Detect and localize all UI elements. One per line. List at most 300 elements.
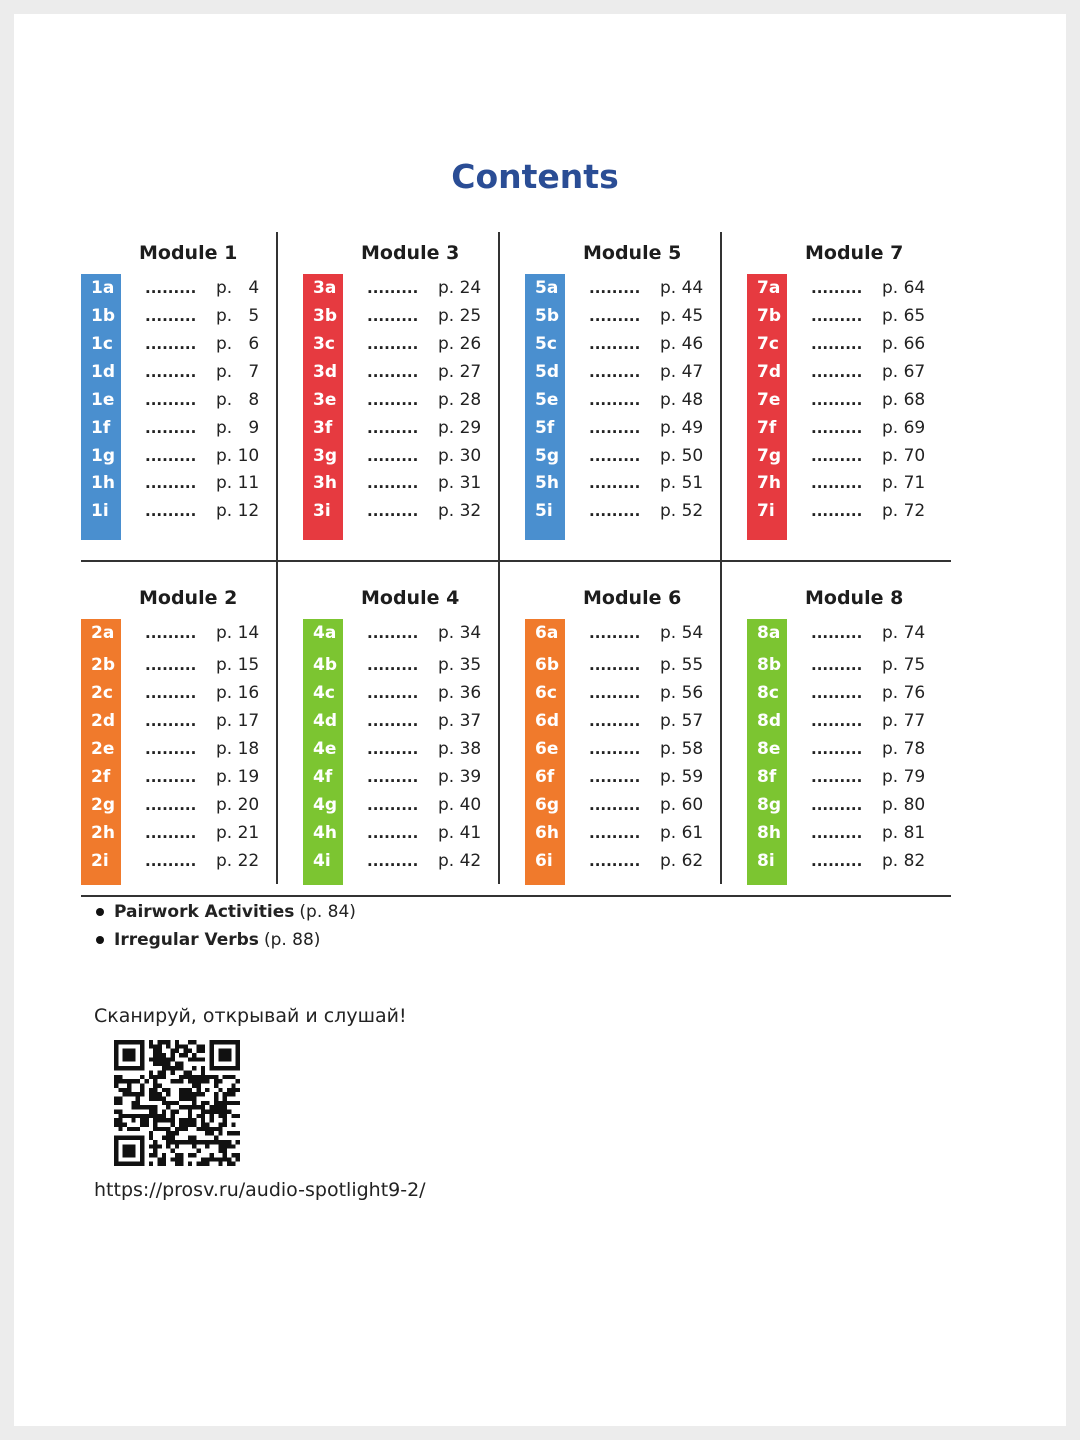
contents-row[interactable] bbox=[303, 358, 521, 386]
contents-row[interactable] bbox=[525, 414, 743, 442]
page-number: p. 80 bbox=[882, 795, 926, 815]
page-number: p. 45 bbox=[660, 306, 704, 326]
page-number: p. 51 bbox=[660, 473, 704, 493]
lesson-code: 6i bbox=[535, 851, 553, 871]
contents-row[interactable] bbox=[303, 330, 521, 358]
contents-row[interactable] bbox=[303, 442, 521, 470]
page-number: p. 25 bbox=[438, 306, 482, 326]
lesson-code: 6b bbox=[535, 655, 559, 675]
dot-leader: ......... bbox=[811, 824, 863, 842]
contents-row[interactable] bbox=[525, 619, 743, 647]
lesson-code: 6e bbox=[535, 739, 559, 759]
lesson-code: 2h bbox=[91, 823, 115, 843]
contents-row[interactable] bbox=[81, 497, 299, 525]
dot-leader: ......... bbox=[811, 391, 863, 409]
lesson-code: 8b bbox=[757, 655, 781, 675]
contents-row[interactable] bbox=[525, 469, 743, 497]
lesson-code: 5a bbox=[535, 278, 559, 298]
page-number: p. 75 bbox=[882, 655, 926, 675]
dot-leader: ......... bbox=[367, 391, 419, 409]
lesson-code: 1b bbox=[91, 306, 115, 326]
dot-leader: ......... bbox=[811, 363, 863, 381]
contents-row[interactable] bbox=[525, 707, 743, 735]
dot-leader: ......... bbox=[367, 279, 419, 297]
page-number: p. 34 bbox=[438, 623, 482, 643]
dot-leader: ......... bbox=[589, 684, 641, 702]
lesson-code: 7c bbox=[757, 334, 779, 354]
lesson-code: 8g bbox=[757, 795, 781, 815]
lesson-code: 3f bbox=[313, 418, 333, 438]
dot-leader: ......... bbox=[145, 391, 197, 409]
lesson-code: 3h bbox=[313, 473, 337, 493]
page-number: p. 12 bbox=[216, 501, 260, 521]
page-number: p. 37 bbox=[438, 711, 482, 731]
module-block bbox=[303, 232, 521, 552]
dot-leader: ......... bbox=[811, 768, 863, 786]
page-number: p. 39 bbox=[438, 767, 482, 787]
module-title: Module 7 bbox=[805, 242, 904, 264]
page-number: p. 11 bbox=[216, 473, 260, 493]
dot-leader: ......... bbox=[811, 307, 863, 325]
lesson-code: 2a bbox=[91, 623, 115, 643]
dot-leader: ......... bbox=[589, 447, 641, 465]
page-number: p. 40 bbox=[438, 795, 482, 815]
lesson-code: 1a bbox=[91, 278, 115, 298]
contents-row[interactable] bbox=[747, 497, 965, 525]
lesson-code: 1c bbox=[91, 334, 113, 354]
page-number: p. 38 bbox=[438, 739, 482, 759]
contents-row[interactable] bbox=[747, 707, 965, 735]
module-block bbox=[525, 232, 743, 552]
module-block bbox=[747, 232, 965, 552]
dot-leader: ......... bbox=[367, 624, 419, 642]
contents-row[interactable] bbox=[747, 763, 965, 791]
contents-row[interactable] bbox=[303, 763, 521, 791]
contents-row[interactable] bbox=[81, 791, 299, 819]
page-number: p. 15 bbox=[216, 655, 260, 675]
dot-leader: ......... bbox=[145, 502, 197, 520]
bullet-icon bbox=[96, 936, 104, 944]
contents-row[interactable] bbox=[303, 735, 521, 763]
dot-leader: ......... bbox=[145, 363, 197, 381]
dot-leader: ......... bbox=[145, 307, 197, 325]
contents-row[interactable] bbox=[81, 442, 299, 470]
contents-row[interactable] bbox=[747, 442, 965, 470]
contents-row[interactable] bbox=[525, 679, 743, 707]
contents-row[interactable] bbox=[303, 707, 521, 735]
dot-leader: ......... bbox=[589, 419, 641, 437]
page-number: p. 55 bbox=[660, 655, 704, 675]
contents-row[interactable] bbox=[81, 735, 299, 763]
contents-row[interactable] bbox=[525, 819, 743, 847]
contents-row[interactable] bbox=[81, 302, 299, 330]
lesson-code: 2f bbox=[91, 767, 111, 787]
contents-row[interactable] bbox=[747, 469, 965, 497]
contents-row[interactable] bbox=[81, 651, 299, 679]
page-number: p. 14 bbox=[216, 623, 260, 643]
page-number: p. 68 bbox=[882, 390, 926, 410]
qr-code-icon[interactable] bbox=[114, 1040, 240, 1166]
page-number: p. 71 bbox=[882, 473, 926, 493]
page-number: p. 6 bbox=[216, 334, 260, 354]
module-block bbox=[81, 232, 299, 552]
page-number: p. 61 bbox=[660, 823, 704, 843]
divider bbox=[81, 560, 951, 562]
page-number: p. 44 bbox=[660, 278, 704, 298]
lesson-code: 6a bbox=[535, 623, 559, 643]
dot-leader: ......... bbox=[145, 852, 197, 870]
lesson-code: 4g bbox=[313, 795, 337, 815]
contents-row[interactable] bbox=[81, 619, 299, 647]
contents-row[interactable] bbox=[303, 497, 521, 525]
dot-leader: ......... bbox=[811, 740, 863, 758]
contents-row[interactable] bbox=[81, 330, 299, 358]
extra-label: Irregular Verbs bbox=[114, 930, 259, 950]
page-number: p. 78 bbox=[882, 739, 926, 759]
extra-item[interactable] bbox=[96, 926, 356, 954]
page-number: p. 64 bbox=[882, 278, 926, 298]
lesson-code: 4c bbox=[313, 683, 335, 703]
dot-leader: ......... bbox=[589, 474, 641, 492]
contents-row[interactable] bbox=[525, 651, 743, 679]
lesson-code: 5i bbox=[535, 501, 553, 521]
page-number: p. 65 bbox=[882, 306, 926, 326]
contents-row[interactable] bbox=[525, 497, 743, 525]
module-title: Module 4 bbox=[361, 587, 460, 609]
lesson-code: 4a bbox=[313, 623, 337, 643]
dot-leader: ......... bbox=[367, 474, 419, 492]
contents-row[interactable] bbox=[303, 274, 521, 302]
page-number: p. 76 bbox=[882, 683, 926, 703]
contents-page bbox=[14, 14, 1066, 1426]
page-number: p. 19 bbox=[216, 767, 260, 787]
dot-leader: ......... bbox=[589, 363, 641, 381]
contents-row[interactable] bbox=[81, 274, 299, 302]
contents-row[interactable] bbox=[747, 679, 965, 707]
lesson-code: 2b bbox=[91, 655, 115, 675]
contents-row[interactable] bbox=[303, 619, 521, 647]
contents-row[interactable] bbox=[303, 847, 521, 875]
page-number: p. 36 bbox=[438, 683, 482, 703]
contents-row[interactable] bbox=[747, 651, 965, 679]
contents-row[interactable] bbox=[747, 819, 965, 847]
lesson-code: 5c bbox=[535, 334, 557, 354]
lesson-code: 3i bbox=[313, 501, 331, 521]
page-number: p. 22 bbox=[216, 851, 260, 871]
lesson-code: 5g bbox=[535, 446, 559, 466]
page-number: p. 9 bbox=[216, 418, 260, 438]
page-title: Contents bbox=[451, 157, 619, 196]
scan-instruction: Сканируй, открывай и слушай! bbox=[94, 1005, 407, 1027]
dot-leader: ......... bbox=[811, 474, 863, 492]
contents-row[interactable] bbox=[81, 819, 299, 847]
contents-row[interactable] bbox=[747, 619, 965, 647]
contents-row[interactable] bbox=[81, 358, 299, 386]
lesson-code: 7a bbox=[757, 278, 781, 298]
contents-row[interactable] bbox=[747, 847, 965, 875]
contents-row[interactable] bbox=[747, 358, 965, 386]
lesson-code: 3b bbox=[313, 306, 337, 326]
dot-leader: ......... bbox=[367, 768, 419, 786]
dot-leader: ......... bbox=[589, 824, 641, 842]
dot-leader: ......... bbox=[367, 740, 419, 758]
page-number: p. 46 bbox=[660, 334, 704, 354]
page-number: p. 50 bbox=[660, 446, 704, 466]
page-number: p. 77 bbox=[882, 711, 926, 731]
contents-row[interactable] bbox=[303, 651, 521, 679]
lesson-code: 2c bbox=[91, 683, 113, 703]
page-number: p. 70 bbox=[882, 446, 926, 466]
dot-leader: ......... bbox=[811, 502, 863, 520]
module-title: Module 3 bbox=[361, 242, 460, 264]
contents-row[interactable] bbox=[747, 791, 965, 819]
lesson-code: 3e bbox=[313, 390, 337, 410]
page-number: p. 82 bbox=[882, 851, 926, 871]
page-number: p. 72 bbox=[882, 501, 926, 521]
dot-leader: ......... bbox=[589, 502, 641, 520]
page-number: p. 21 bbox=[216, 823, 260, 843]
dot-leader: ......... bbox=[811, 419, 863, 437]
contents-row[interactable] bbox=[81, 763, 299, 791]
dot-leader: ......... bbox=[145, 474, 197, 492]
lesson-code: 4i bbox=[313, 851, 331, 871]
contents-row[interactable] bbox=[81, 469, 299, 497]
page-number: p. 66 bbox=[882, 334, 926, 354]
page-number: p. 4 bbox=[216, 278, 260, 298]
lesson-code: 6f bbox=[535, 767, 555, 787]
contents-row[interactable] bbox=[81, 386, 299, 414]
page-number: p. 26 bbox=[438, 334, 482, 354]
lesson-code: 4b bbox=[313, 655, 337, 675]
page-number: p. 62 bbox=[660, 851, 704, 871]
contents-row[interactable] bbox=[81, 679, 299, 707]
page-number: p. 60 bbox=[660, 795, 704, 815]
lesson-code: 2e bbox=[91, 739, 115, 759]
contents-row[interactable] bbox=[747, 330, 965, 358]
dot-leader: ......... bbox=[811, 852, 863, 870]
bullet-icon bbox=[96, 908, 104, 916]
dot-leader: ......... bbox=[811, 796, 863, 814]
page-number: p. 81 bbox=[882, 823, 926, 843]
lesson-code: 3g bbox=[313, 446, 337, 466]
dot-leader: ......... bbox=[367, 712, 419, 730]
dot-leader: ......... bbox=[367, 419, 419, 437]
page-number: p. 52 bbox=[660, 501, 704, 521]
page-number: p. 57 bbox=[660, 711, 704, 731]
dot-leader: ......... bbox=[367, 335, 419, 353]
lesson-code: 7g bbox=[757, 446, 781, 466]
lesson-code: 8i bbox=[757, 851, 775, 871]
lesson-code: 6h bbox=[535, 823, 559, 843]
dot-leader: ......... bbox=[145, 624, 197, 642]
lesson-code: 5f bbox=[535, 418, 555, 438]
contents-row[interactable] bbox=[525, 386, 743, 414]
page-number: p. 54 bbox=[660, 623, 704, 643]
page-number: p. 27 bbox=[438, 362, 482, 382]
contents-row[interactable] bbox=[81, 847, 299, 875]
lesson-code: 7b bbox=[757, 306, 781, 326]
contents-row[interactable] bbox=[303, 791, 521, 819]
dot-leader: ......... bbox=[367, 447, 419, 465]
page-number: p. 74 bbox=[882, 623, 926, 643]
audio-url-link[interactable]: https://prosv.ru/audio-spotlight9-2/ bbox=[94, 1179, 426, 1201]
contents-row[interactable] bbox=[81, 707, 299, 735]
contents-row[interactable] bbox=[525, 763, 743, 791]
dot-leader: ......... bbox=[367, 824, 419, 842]
lesson-code: 7d bbox=[757, 362, 781, 382]
page-number: p. 31 bbox=[438, 473, 482, 493]
page-number: p. 49 bbox=[660, 418, 704, 438]
lesson-code: 8c bbox=[757, 683, 779, 703]
lesson-code: 1f bbox=[91, 418, 111, 438]
lesson-code: 8e bbox=[757, 739, 781, 759]
contents-row[interactable] bbox=[303, 469, 521, 497]
page-number: p. 28 bbox=[438, 390, 482, 410]
contents-row[interactable] bbox=[525, 791, 743, 819]
lesson-code: 2i bbox=[91, 851, 109, 871]
contents-row[interactable] bbox=[525, 847, 743, 875]
dot-leader: ......... bbox=[145, 768, 197, 786]
page-number: p. 30 bbox=[438, 446, 482, 466]
dot-leader: ......... bbox=[811, 447, 863, 465]
lesson-code: 2g bbox=[91, 795, 115, 815]
module-block bbox=[81, 577, 299, 897]
lesson-code: 3d bbox=[313, 362, 337, 382]
page-number: p. 58 bbox=[660, 739, 704, 759]
lesson-code: 6d bbox=[535, 711, 559, 731]
page-number: p. 79 bbox=[882, 767, 926, 787]
contents-row[interactable] bbox=[81, 414, 299, 442]
extra-item[interactable] bbox=[96, 898, 356, 926]
contents-row[interactable] bbox=[747, 386, 965, 414]
contents-row[interactable] bbox=[303, 302, 521, 330]
dot-leader: ......... bbox=[589, 796, 641, 814]
module-title: Module 8 bbox=[805, 587, 904, 609]
dot-leader: ......... bbox=[145, 824, 197, 842]
page-number: p. 29 bbox=[438, 418, 482, 438]
dot-leader: ......... bbox=[811, 684, 863, 702]
dot-leader: ......... bbox=[589, 852, 641, 870]
module-title: Module 2 bbox=[139, 587, 238, 609]
contents-row[interactable] bbox=[747, 735, 965, 763]
module-title: Module 5 bbox=[583, 242, 682, 264]
page-number: p. 18 bbox=[216, 739, 260, 759]
dot-leader: ......... bbox=[145, 796, 197, 814]
lesson-code: 1h bbox=[91, 473, 115, 493]
contents-row[interactable] bbox=[525, 302, 743, 330]
contents-row[interactable] bbox=[525, 735, 743, 763]
dot-leader: ......... bbox=[589, 624, 641, 642]
dot-leader: ......... bbox=[589, 307, 641, 325]
page-number: p. 5 bbox=[216, 306, 260, 326]
extra-page: (p. 84) bbox=[299, 902, 356, 922]
page-number: p. 20 bbox=[216, 795, 260, 815]
module-title: Module 1 bbox=[139, 242, 238, 264]
contents-row[interactable] bbox=[747, 302, 965, 330]
dot-leader: ......... bbox=[589, 656, 641, 674]
dot-leader: ......... bbox=[145, 656, 197, 674]
extras-list bbox=[96, 898, 356, 954]
lesson-code: 8a bbox=[757, 623, 781, 643]
lesson-code: 4e bbox=[313, 739, 337, 759]
dot-leader: ......... bbox=[367, 307, 419, 325]
dot-leader: ......... bbox=[145, 740, 197, 758]
dot-leader: ......... bbox=[811, 712, 863, 730]
lesson-code: 7f bbox=[757, 418, 777, 438]
dot-leader: ......... bbox=[367, 852, 419, 870]
dot-leader: ......... bbox=[811, 279, 863, 297]
contents-row[interactable] bbox=[525, 442, 743, 470]
dot-leader: ......... bbox=[367, 684, 419, 702]
contents-row[interactable] bbox=[747, 414, 965, 442]
dot-leader: ......... bbox=[145, 684, 197, 702]
dot-leader: ......... bbox=[145, 279, 197, 297]
page-number: p. 59 bbox=[660, 767, 704, 787]
contents-row[interactable] bbox=[303, 819, 521, 847]
lesson-code: 5b bbox=[535, 306, 559, 326]
lesson-code: 8h bbox=[757, 823, 781, 843]
page-number: p. 47 bbox=[660, 362, 704, 382]
module-block bbox=[525, 577, 743, 897]
dot-leader: ......... bbox=[367, 796, 419, 814]
page-number: p. 41 bbox=[438, 823, 482, 843]
dot-leader: ......... bbox=[145, 447, 197, 465]
page-number: p. 67 bbox=[882, 362, 926, 382]
page-number: p. 35 bbox=[438, 655, 482, 675]
module-block bbox=[303, 577, 521, 897]
lesson-code: 2d bbox=[91, 711, 115, 731]
page-number: p. 48 bbox=[660, 390, 704, 410]
lesson-code: 3a bbox=[313, 278, 337, 298]
dot-leader: ......... bbox=[145, 335, 197, 353]
dot-leader: ......... bbox=[589, 391, 641, 409]
page-number: p. 10 bbox=[216, 446, 260, 466]
lesson-code: 1e bbox=[91, 390, 115, 410]
dot-leader: ......... bbox=[145, 419, 197, 437]
lesson-code: 4h bbox=[313, 823, 337, 843]
contents-row[interactable] bbox=[303, 386, 521, 414]
dot-leader: ......... bbox=[811, 624, 863, 642]
contents-row[interactable] bbox=[525, 330, 743, 358]
contents-row[interactable] bbox=[303, 679, 521, 707]
dot-leader: ......... bbox=[367, 656, 419, 674]
dot-leader: ......... bbox=[367, 363, 419, 381]
extra-page: (p. 88) bbox=[263, 930, 321, 950]
dot-leader: ......... bbox=[589, 279, 641, 297]
contents-row[interactable] bbox=[525, 358, 743, 386]
contents-row[interactable] bbox=[303, 414, 521, 442]
page-number: p. 32 bbox=[438, 501, 482, 521]
dot-leader: ......... bbox=[589, 335, 641, 353]
page-number: p. 42 bbox=[438, 851, 482, 871]
lesson-code: 4f bbox=[313, 767, 333, 787]
dot-leader: ......... bbox=[811, 335, 863, 353]
module-title: Module 6 bbox=[583, 587, 682, 609]
contents-row[interactable] bbox=[525, 274, 743, 302]
page-number: p. 7 bbox=[216, 362, 260, 382]
page-number: p. 16 bbox=[216, 683, 260, 703]
lesson-code: 7h bbox=[757, 473, 781, 493]
dot-leader: ......... bbox=[811, 656, 863, 674]
contents-row[interactable] bbox=[747, 274, 965, 302]
module-block bbox=[747, 577, 965, 897]
lesson-code: 7e bbox=[757, 390, 781, 410]
page-number: p. 24 bbox=[438, 278, 482, 298]
page-number: p. 8 bbox=[216, 390, 260, 410]
lesson-code: 3c bbox=[313, 334, 335, 354]
extra-label: Pairwork Activities bbox=[114, 902, 295, 922]
dot-leader: ......... bbox=[589, 768, 641, 786]
